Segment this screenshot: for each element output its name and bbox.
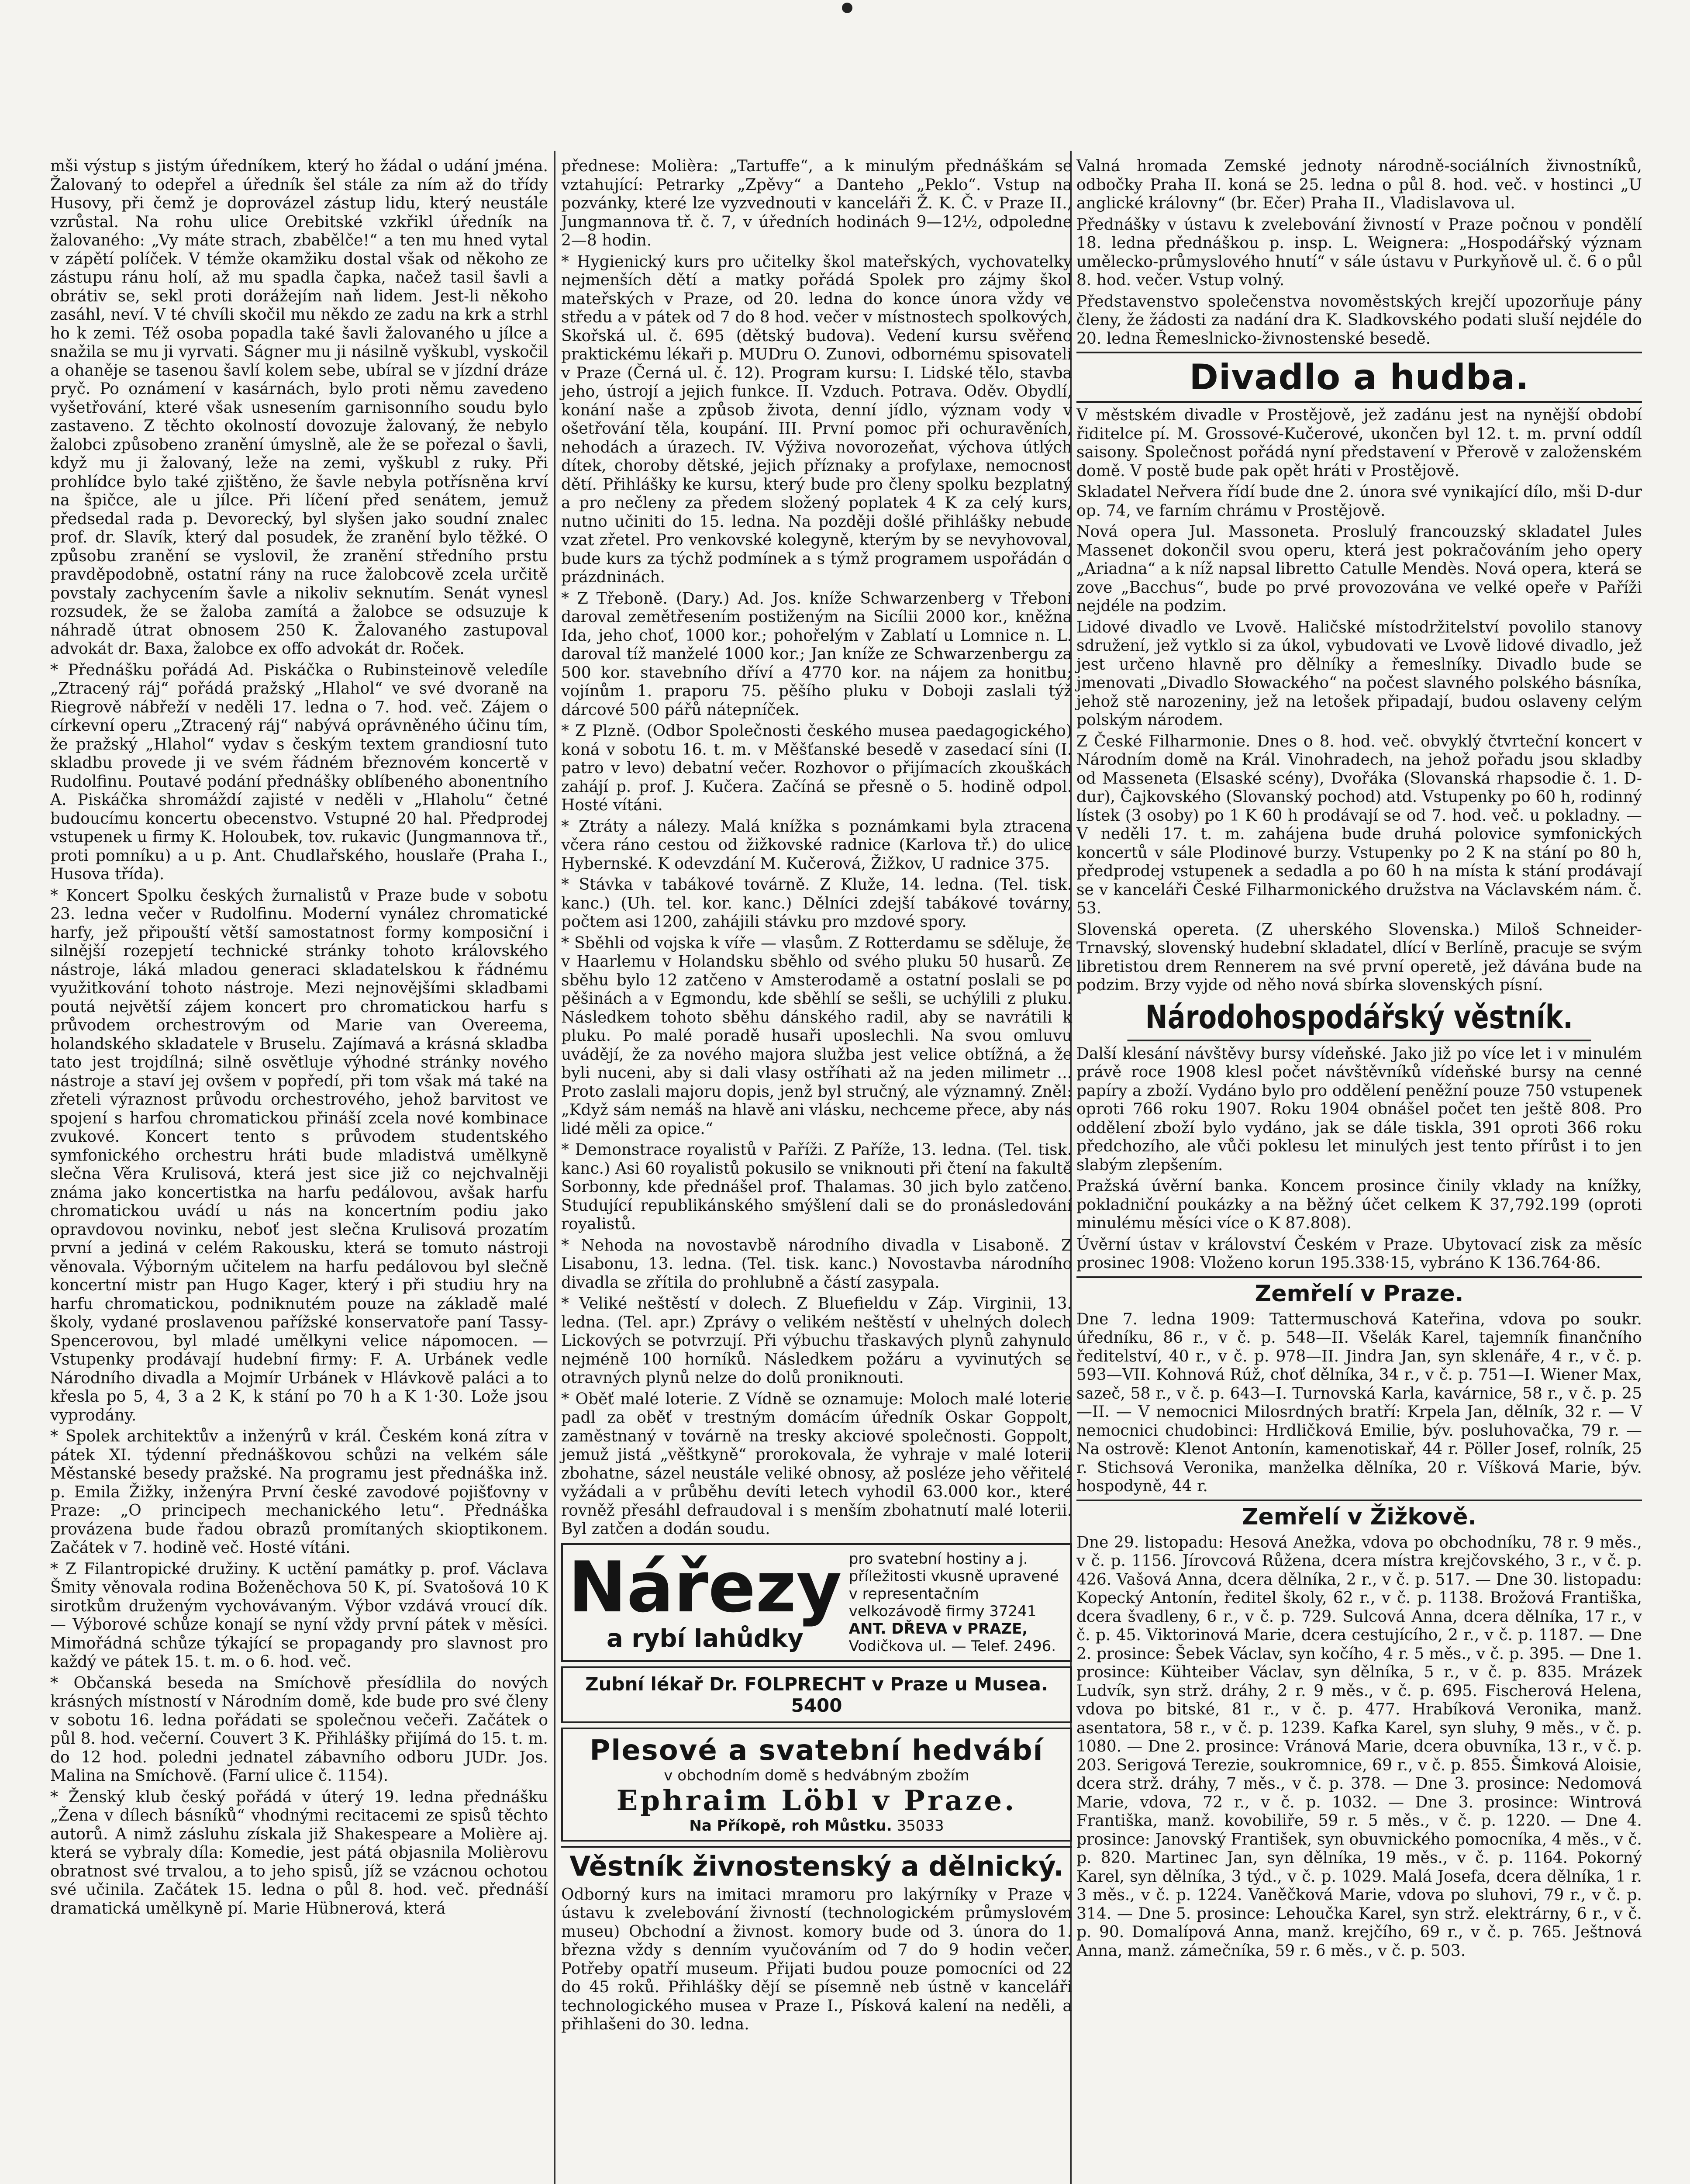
article-ztraty: * Ztráty a nálezy. Malá knížka s poznámkami byla ztracena včera ráno cestou od žižkovské radnice (Karlova tř.) do ulice Hybernské. K odevzdání M. Kučerová, Žižkov, U radnice 375.: [561, 817, 1072, 873]
article-bursa: Další klesání návštěvy bursy vídeňské. Jako již po více let i v minulém právě roce 1908 klesl počet návštěvníků vídeňské bursy na cenné papíry a zboží. Vydáno bylo pro oddělení peněžní pouze 750 vstupenek oproti 766 roku 1907. Roku 1904 obnášel počet ten ještě 808. Pro oddělení zboží bylo vydáno, jak se dále tiskla, 391 oproti 366 roku předchozího, ale vůči poklesu let minulých jest tento přírůst i to jen slabým zlepšením.: [1076, 1044, 1642, 1174]
article-filharmonie: Z České Filharmonie. Dnes o 8. hod. več. obvyklý čtvrteční koncert v Národním domě na Král. Vinohradech, na jehož pořadu jsou skladby od Masseneta (Elsaské scény), Dvořáka (Slovanská rhapsodie č. 1. D-dur), Čajkovského (Slovanský pochod) atd. Vstupenky po 60 h, rodinný lístek (3 osoby) po 1 K 60 h prodávají se od 7. hod. več. u pokladny. — V neděli 17. t. m. zahájena bude druhá polovice symfonických koncertů v sále Plodinové burzy. Vstupenky po 2 K na stání po 80 h, předprodej vstupenek a sedadla a po 60 h na místa k stání prodávají se v kanceláři České Filharmonického družstva na Václavském nám. č. 53.: [1076, 732, 1642, 917]
ad-narezy-phone: 37241: [989, 1602, 1037, 1620]
article-krejci: Představenstvo společenstva novoměstských krejčí upozorňuje pány členy, že žádosti za nadání dra K. Sladkovského podati sluší nejdéle do 20. ledna Řemeslnicko-živnostenské besedě.: [1076, 292, 1642, 348]
ad-zubni-lekar: [561, 1666, 1072, 1723]
ad-hedvabi-title: Plesové a svatební hedvábí: [590, 1734, 1044, 1767]
column-2: [561, 157, 1072, 2037]
article-architekti: * Spolek architektův a inženýrů v král. Českém koná zítra v pátek XI. týdenní přednáškovou schůzi na velkém sále Městanské besedy pražské. Na programu jest přednáška inž. p. Emila Žižky, inženýra První české zavodové pojišťovny v Praze: „O principech mechanického letu“. Přednáška provázena bude řadou obrazů promítaných skioptikonem. Začátek v 7. hodině več. Hosté vítáni.: [50, 1427, 548, 1557]
ad-narezy-sub: a rybí lahůdky: [606, 1624, 804, 1653]
heading-narodohospodarsky-vestnik: Národohospodářský věstník.: [1128, 999, 1591, 1041]
article-lvov: Lidové divadlo ve Lvově. Haličské místodržitelství povolilo stanovy sdružení, jež vytklo si za úkol, vybudovati ve Lvově lidové divadlo, jež jest určeno hlavně pro dělníky a řemeslníky. Divadlo bude se jmenovati „Divadlo Słowackého“ na počest slavného polského básníka, jehož stě narozeniny, jež na letošek připadají, budou oslaveny celým polským národem.: [1076, 618, 1642, 729]
column-1: [50, 157, 548, 1921]
article-filantropicka: * Z Filantropické družiny. K uctění památky p. prof. Václava Šmity věnovala rodina Boženěchova 50 K, pí. Svatošová 10 K sirotkům druženým vychovávaným. Výbor vzdává vroucí dík. — Výborové schůze konají se nyní vždy první pátek v měsíci. Mimořádná schůze týkající se propagandy pro slavnost pro každý ve pátek 15. t. m. o 6. hod. več.: [50, 1560, 548, 1671]
page-hole-mark: [842, 3, 852, 13]
article-doly: * Veliké neštěstí v dolech. Z Bluefieldu v Záp. Virginii, 13. ledna. (Tel. apr.) Zprávy o velikém neštěstí v uhelných dolech Lickových se potvrzují. Při výbuchu třaskavých plynů zahynulo nejméně 100 horníků. Následkem požáru a vyvinutých se otravných plynů nelze do dolů proniknouti.: [561, 1295, 1072, 1387]
ad-narezy: [561, 1543, 1072, 1662]
heading-vestnik-zivnostensky: Věstník živnostenský a dělnický.: [561, 1846, 1072, 1882]
list-zemreli-zizkov: Dne 29. listopadu: Hesová Anežka, vdova po obchodníku, 78 r. 9 měs., v č. p. 1156. Jírovcová Růžena, dcera místra krejčovského, 3 r., v č. p. 426. Vašová Anna, dcera dělníka, 2 r., v č. p. 517. — Dne 30. listopadu: Kopecký Antonín, ředitel školy, 62 r., v č. p. 1138. Brožová Františka, dcera švadleny, 6 r., v č. p. 729. Sulcová Anna, dcera dělníka, 17 r., v č. p. 45. Viktorinová Marie, dcera cestujícího, 2 r., v č. p. 1187. — Dne 2. prosince: Šebek Václav, syn kočího, 4 r. 5 měs., v č. p. 395. — Dne 1. prosince: Kühteiber Václav, syn dělníka, 5 r., v č. p. 835. Mrázek Ludvík, syn strž. dráhy, 2 r. 9 měs., v č. p. 695. Fischerová Helena, vdova po bitské, 81 r., v č. p. 477. Hrabíková Veronika, manž. asentatora, 58 r., v č. p. 1239. Kafka Karel, syn sluhy, 9 měs., v č. p. 1080. — Dne 2. prosince: Vránová Marie, dcera obuvníka, 13 r., v č. p. 203. Serigová Terezie, soukromnice, 69 r., v č. p. 855. Šimková Aloisie, dcera strž. dráhy, 7 měs., v č. p. 378. — Dne 3. prosince: Nedomová Marie, vdova, 72 r., v č. p. 1032. — Dne 3. prosince: Wintrová Františka, manž. kovobiliře, 59 r. 5 měs., v č. p. 1220. — Dne 4. prosince: Janovský František, syn obuvnického pomocníka, 4 měs., v č. p. 820. Martinec Jan, syn dělníka, 19 měs., v č. p. 1164. Pokorný Karel, syn dělníka, 3 týd., v č. p. 1029. Malá Josefa, dcera dělníka, 1 r. 3 měs., v č. p. 1224. Vaněčková Marie, vdova po sluhovi, 79 r., v č. p. 314. — Dne 5. prosince: Lehoučka Karel, syn strž. elektrárny, 6 r., v č. p. 90. Domalípová Anna, manž. krejčího, 69 r., v č. p. 765. Ještnová Anna, manž. zámečníka, 59 r. 6 měs., v č. p. 503.: [1076, 1533, 1642, 1960]
article-trebon: * Z Třeboně. (Dary.) Ad. Jos. kníže Schwarzenberg v Třeboni daroval zemětřesením postiženým na Sicílii 2000 kor., kněžna Ida, jeho choť, 1000 kor.; pohořelým v Zablatí u Lomnice n. L. daroval tíž manželé 1000 kor.; Jan kníže ze Schwarzenbergu za 500 kor. stavebního dříví a 4770 kor. na nájem za honitbu; vojínům 1. praporu 75. pěšího pluku v Doboji zaslali týž dárcové 500 pářů nátepníček.: [561, 589, 1072, 719]
ad-narezy-addr: Vodičkova ul. — Telef. 2496.: [848, 1637, 1056, 1655]
article-mramor-kurs: Odborný kurs na imitaci mramoru pro lakýrníky v Praze v ústavu k zvelebování živností (technologickém průmyslovém museu) Obchodní a živnost. komory bude od 3. února do 1. března vždy s denním vyučováním od 7 do 9 hodin večer. Potřeby opatří museum. Přijati budou pouze pomocníci od 22 do 45 roků. Přihlášky dějí se písemně neb ústně v kanceláři technologického musea v Praze I., Písková kalení na neděli, a přihlašeni do 30. ledna.: [561, 1885, 1072, 2033]
article-massenet: Nová opera Jul. Massoneta. Proslulý francouzský skladatel Jules Massenet dokončil svou operu, která jest pokračováním jeho opery „Ariadna“ a k níž napsal libretto Catulle Mendès. Nová opera, která se zove „Bacchus“, bude po prvé provozována ve velké opeře v Paříži nejdéle na podzim.: [1076, 523, 1642, 615]
column-rule-left: [554, 151, 555, 2184]
article-zensky-klub: * Ženský klub český pořádá v úterý 19. ledna přednášku „Žena v dílech básníků“ vhodnými recitacemi ze spisů těchto autorů. A nimž zásluhu získala již Shakespeare a Molière aj. která se vybraly díla: Komedie, jest pátá objasnila Molièrovu obratnost své trvalou, a to jeho spisů, jíž se vzácnou ochotou své učinila. Začátek 15. ledna o půl 8. hod. več. přednáší dramatická umělkyně pí. Marie Hübnerová, která: [50, 1788, 548, 1918]
article-royalisti: * Demonstrace royalistů v Paříži. Z Paříže, 13. ledna. (Tel. tisk. kanc.) Asi 60 royalistů pokusilo se vniknouti při čtení na fakultě Sorbonny, kde přednášel prof. Thalamas. 30 jich bylo zatčeno. Studující republikánského smýšlení dali se do pronásledování royalistů.: [561, 1141, 1072, 1233]
ad-hedvabi-line: v obchodním domě s hedvábným zbožím: [664, 1766, 969, 1784]
article-prostejov: V městském divadle v Prostějově, jež zadánu jest na nynější období řiditelce pí. M. Grossové-Kučerové, ukončen byl 12. t. m. první oddíl saisony. Společnost pořádá nyní představení v Přerově v založenském domě. V postě bude pak opět hráti v Prostějově.: [1076, 406, 1642, 480]
heading-divadlo-a-hudba: Divadlo a hudba.: [1076, 352, 1642, 403]
article-uverni-ustav: Úvěrní ústav v království Českém v Praze. Ubytovací zisk za měsíc prosinec 1908: Vloženo korun 195.338·15, vybráno K 136.764·86.: [1076, 1235, 1642, 1272]
article-molier-cont: přednese: Molièra: „Tartuffe“, a k minulým přednáškám se vztahující: Petrarky „Zpěvy“ a Danteho „Peklo“. Vstup na pozvánky, které lze vyzvednouti v kanceláři Ž. K. Č. v Praze II., Jungmannova tř. č. 7, v úředních hodinách 9—12½, odpoledne 2—8 hodin.: [561, 157, 1072, 249]
heading-zemreli-praha: Zemřelí v Praze.: [1076, 1276, 1642, 1307]
article-uverni-banka: Pražská úvěrní banka. Koncem prosince činily vklady na knížky, pokladniční poukázky a na běžný účet celkem K 37,792.199 (oproti minulému měsíci více o K 87.808).: [1076, 1177, 1642, 1232]
ad-narezy-firm: ANT. DŘEVA v PRAZE,: [848, 1620, 1028, 1638]
article-stavka: * Stávka v tabákové továrně. Z Kluže, 14. ledna. (Tel. tisk. kanc.) (Uh. tel. kor. kanc.) Dělníci zdejší tabákové továrny, počtem asi 1200, zahájili stávku pro mzdové spory.: [561, 876, 1072, 931]
article-hygienicky-kurs: * Hygienický kurs pro učitelky škol mateřských, vychovatelky nejmenších dětí a matky pořádá Spolek pro zájmy škol mateřských v Praze, od 20. ledna do konce února vždy ve středu a v pátek od 7 do 8 hod. večer v místnostech spolkových, Skořská ul. č. 695 (dětský budova). Vedení kursu svěřeno praktickému lékaři p. MUDru O. Zunovi, odbornému spisovateli v Praze (Černá ul. č. 12). Program kursu: I. Lidské tělo, stavba jeho, ústrojí a jejich funkce. II. Vzduch. Potrava. Oděv. Obydlí, konání naše a způsob života, denní jídlo, význam vody v ošetřování těla, koupání. III. První pomoc při ochuravěních, nehodách a úrazech. IV. Výživa novorozeňat, výchova útlých dítek, choroby dětské, jejich příznaky a profylaxe, nemocnost dětí. Přihlášky ke kursu, který bude pro členy spolku bezplatný a pro nečleny za předem složený poplatek 4 K za celý kurs, nutno učiniti do 15. ledna. Na později došlé přihlášky nebude vzat zřetel. Pro venkovské kolegyně, kterým by se nevyhovoval, bude kurs za týchž podmínek a s týmž programem uspořádán o prázdninách.: [561, 252, 1072, 586]
ad-hedvabi-addr: Na Příkopě, roh Můstku.: [689, 1817, 892, 1835]
article-sbehli: * Sběhli od vojska k víře — vlasům. Z Rotterdamu se sděluje, že v Haarlemu v Holandsku sběhlo od svého pluku 50 husarů. Ze sběhu bylo 12 zatčeno v Amsterodamě a ostatní poslali se po pěšinách a v Egmondu, kde sběhlí se sešli, se uchýlili z pluku. Následkem tohoto sběhu dánského radil, aby se navrátili k pluku. Po malé poradě husaři uposlechli. Na svou omluvu uvádějí, že za nového majora služba jest velice obtížná, a že byli nuceni, aby si dali vlasy ostříhati až na jeden milimetr ... Proto zaslali majoru dopis, jenž byl stručný, ale významný. Zněl: „Když sám nemáš na hlavě ani vlásku, nechceme přece, aby nás lidé měli za opice.“: [561, 934, 1072, 1138]
article-prednasky-ustav: Přednášky v ústavu k zvelebování živností v Praze počnou v pondělí 18. ledna přednáškou p. insp. L. Weignera: „Hospodářský význam umělecko-průmyslového hnutí“ v sále ústavu v Purkyňově ul. č. 6 o půl 8. hod. večer. Vstup volný.: [1076, 215, 1642, 289]
ad-hedvabi-firm: Ephraim Löbl v Praze.: [616, 1784, 1017, 1817]
article-hlahol: * Přednášku pořádá Ad. Piskáčka o Rubinsteinově veledíle „Ztracený ráj“ pořádá pražský „Hlahol“ ve své dvoraně na Riegrově nábřeží v neděli 17. ledna o 7. hod. več. Zájem o církevní operu „Ztracený ráj“ nabývá oprávněného účinu tím, že pražský „Hlahol“ vydav s českým textem grandiosní tuto skladbu provede ji ve svém řádném březnovém koncertě v Rudolfinu. Poutavé podání přednášky oblíbeného abonentního A. Piskáčka shromáždí zajisté v neděli v „Hlaholu“ četné budoucímu koncertu obecenstvo. Vstupné 20 hal. Předprodej vstupenek u firmy K. Holoubek, tov. rukavic (Jungmannova tř., proti pomníku) a u p. Ant. Chudlařského, houslaře (Praha I., Husova třída).: [50, 661, 548, 883]
column-3: [1076, 157, 1642, 1963]
article-smichov-beseda: * Občanská beseda na Smíchově přesídlila do nových krásných místností v Národním domě, kde bude pro své členy v sobotu 16. ledna pořádati se společnou večeři. Začátek o půl 8. hod. večerní. Couvert 3 K. Přihlášky přijímá do 15. t. m. do 12 hod. poledni jednatel zábavního odboru JUDr. Jos. Malina na Smíchově. (Farní ulice č. 1154).: [50, 1674, 548, 1785]
article-valna-hromada: Valná hromada Zemské jednoty národně-sociálních živnostníků, odbočky Praha II. koná se 25. ledna o půl 8. hod. več. v hostinci „U anglické královny“ (br. Ečer) Praha II., Vladislavova ul.: [1076, 157, 1642, 212]
article-opereta: Slovenská opereta. (Z uherského Slovenska.) Miloš Schneider-Trnavský, slovenský hudební skladatel, dlící v Berlíně, pracuje se svým libretistou drem Rennerem na své první operetě, jež dávána bude na podzim. Brzy vyjde od něho nová sbírka slovenských písní.: [1076, 920, 1642, 994]
ad-zubni-text: Zubní lékař Dr. FOLPRECHT v Praze u Musea. 5400: [585, 1673, 1048, 1716]
ad-hedvabi-no: 35033: [897, 1817, 944, 1835]
article-loterie: * Oběť malé loterie. Z Vídně se oznamuje: Moloch malé loterie padl za oběť v trestným domácím úředník Oskar Goppolt, zaměstnaný v továrně na tresky akciové společnosti. Goppolt, jemuž jistá „věštkyně“ prorokovala, že vyhraje v malé loterii zbohatne, sázel neustále veliké obnosy, až posléze jeho věřitelé vyžádali a v průběhu devíti letech vyhodil 63.000 kor., které rovněž přesáhl defraudoval i s menším zbohatnutí malé loterii. Byl zatčen a dodán soudu.: [561, 1390, 1072, 1538]
article-plzen: * Z Plzně. (Odbor Společnosti českého musea paedagogického) koná v sobotu 16. t. m. v Měšťanské besedě v zasedací síni (I. patro v levo) debatní večer. Rozhovor o přijímacích zkouškách zahájí p. prof. J. Kučera. Začíná se přesně o 5. hodině odpol. Hosté vítáni.: [561, 722, 1072, 814]
ad-narezy-title: Nářezy: [568, 1546, 842, 1628]
article-koncert-zurnalistu: * Koncert Spolku českých žurnalistů v Praze bude v sobotu 23. ledna večer v Rudolfinu. Moderní vynález chromatické harfy, jež připouští větší samostatnost formy komposiční i silnější rozepjetí technické stránky tohoto královského nástroje, láká mladou generaci skladatelskou k řádnému využitkování tohoto nástroje. Mezi nejnovějšími skladbami poutá největší zájem koncert pro chromatickou harfu s průvodem orchestrovým od Marie van Overeema, holandského skladatele v Bruselu. Zajímavá a krásná skladba tato jest trojdílná; silně osvětluje výhodné stránky nového nástroje a staví jej ovšem v popředí, při tom však má také na zřeteli výraznost průvodu orchestrového, jehož barvitost ve spojení s harfou chromatickou přináší zcela nové kombinace zvukové. Koncert tento s průvodem studentského symfonického orchestru hráti bude mladistvá umělkyně slečna Věra Krulisová, která jest sice již co nejchvalněji známa jako koncertistka na harfu pedálovou, avšak harfu chromatickou uvádí u nás na koncertním podiu jako opravdovou novinku, neboť jest slečna Krulisová prozatím první a jediná v celém Rakousku, která se tomuto nástroji věnovala. Výborným učitelem na harfu pedálovou byl slečně koncertní mistr pan Hugo Kager, který i při studiu hry na harfu chromatickou, podniknutém pouze na základě malé školy, vydané proslavenou pařížské konservatoře paní Tassy-Spencerovou, byl mladé umělkyni velice nápomocen. — Vstupenky prodávají hudební firmy: F. A. Urbánek vedle Národního divadla a Mojmír Urbánek v Hlávkově paláci a to křesla po 5, 4, 3 a 2 K, k stání po 70 h a K 1·30. Lože jsou vyprodány.: [50, 886, 548, 1424]
ad-narezy-text: pro svatební hostiny a j. příležitosti vkusně upravené v representačním velkozávodě firmy: [848, 1550, 1059, 1620]
heading-zemreli-zizkov: Zemřelí v Žižkově.: [1076, 1500, 1642, 1530]
article-soud: mši výstup s jistým úředníkem, který ho žádal o udání jména. Žalovaný to odepřel a úředník šel stále za ním až do třídy Husovy, při čemž je doprovázel zástup lidu, který neustále vzrůstal. Na rohu ulice Orebitské vzkřikl úředník na žalovaného: „Vy máte strach, zbabělče!“ a ten mu hned vytal v zápětí políček. V témže okamžiku dostal však od někoho ze zástupu ránu holí, až mu spadla čapka, načež tasil šavli a obrátiv se, sekl proti dorážejím naň lidem. Jest-li někoho zasáhl, neví. V té chvíli skočil mu někdo ze zadu na krk a strhl ho k zemi. Též osoba popadla také šavli žalovaného u jílce a snažila se mu ji vyrvati. Ságner mu ji násilně vyškubl, vyskočil a ohaněje se tasenou šavlí kolem sebe, ubíral se v jízdní dráze pryč. Po oznámení v kasárnách, bylo proti němu zavedeno vyšetřování, které však usnesením garnisonního soudu bylo zastaveno. Z těchto okolností dovozuje žalovaný, že nebylo žalobci způsobeno zranění úmyslně, ale že se pořezal o šavli, když mu ji žalovaný, leže na zemi, vyškubl z ruky. Při prohlídce bylo také zjištěno, že šavle nebyla potřísněna krví na špičce, ale u jílce. Při líčení před senátem, jemuž předsedal rada p. Devorecký, byl slyšen jako soudní znalec prof. dr. Slavík, který dal posudek, že zranění bylo těžké. O způsobu zranění se vyslovil, že zranění středního prstu pravděpodobně, ostatní rány na ruce žalobcově zcela určitě povstaly zachycením šavle a nikoliv seknutím. Senát vynesl rozsudek, že se žaloba zamítá a žalobce se odsuzuje k náhradě útrat obnosem 250 K. Žalovaného zastupoval advokát dr. Baxa, žalobce ex offo advokát dr. Roček.: [50, 157, 548, 658]
article-lisabon: * Nehoda na novostavbě národního divadla v Lisaboně. Z Lisabonu, 13. ledna. (Tel. tisk. kanc.) Novostavba národního divadla se zřítila do prohlubně a částí zasypala.: [561, 1236, 1072, 1292]
list-zemreli-praha: Dne 7. ledna 1909: Tattermuschová Kateřina, vdova po soukr. úředníku, 86 r., v č. p. 548—II. Všelák Karel, tajemník finančního ředitelství, 40 r., v č. p. 978—II. Jindra Jan, syn sklenáře, 4 r., v č. p. 593—VII. Kohnová Rúž, choť dělníka, 34 r., v č. p. 751—I. Wiener Max, sazeč, 58 r., v č. p. 643—I. Turnovská Karla, kavárnice, 58 r., v č. p. 25—II. — V nemocnici Milosrdných bratří: Krpela Jan, dělník, 32 r. — V nemocnici chudobinci: Hrdličková Emilie, býv. posluhovačka, 79 r. — Na ostrově: Klenot Antonín, kamenotiskař, 44 r. Pöller Josef, rolník, 25 r. Stichsová Veronika, manželka dělníka, 20 r. Víšková Marie, býv. hospodyně, 44 r.: [1076, 1310, 1642, 1495]
article-nesvera: Skladatel Neřvera řídí bude dne 2. února své vynikající dílo, mši D-dur op. 74, ve farním chrámu v Prostějově.: [1076, 483, 1642, 520]
ad-hedvabi: [561, 1728, 1072, 1842]
